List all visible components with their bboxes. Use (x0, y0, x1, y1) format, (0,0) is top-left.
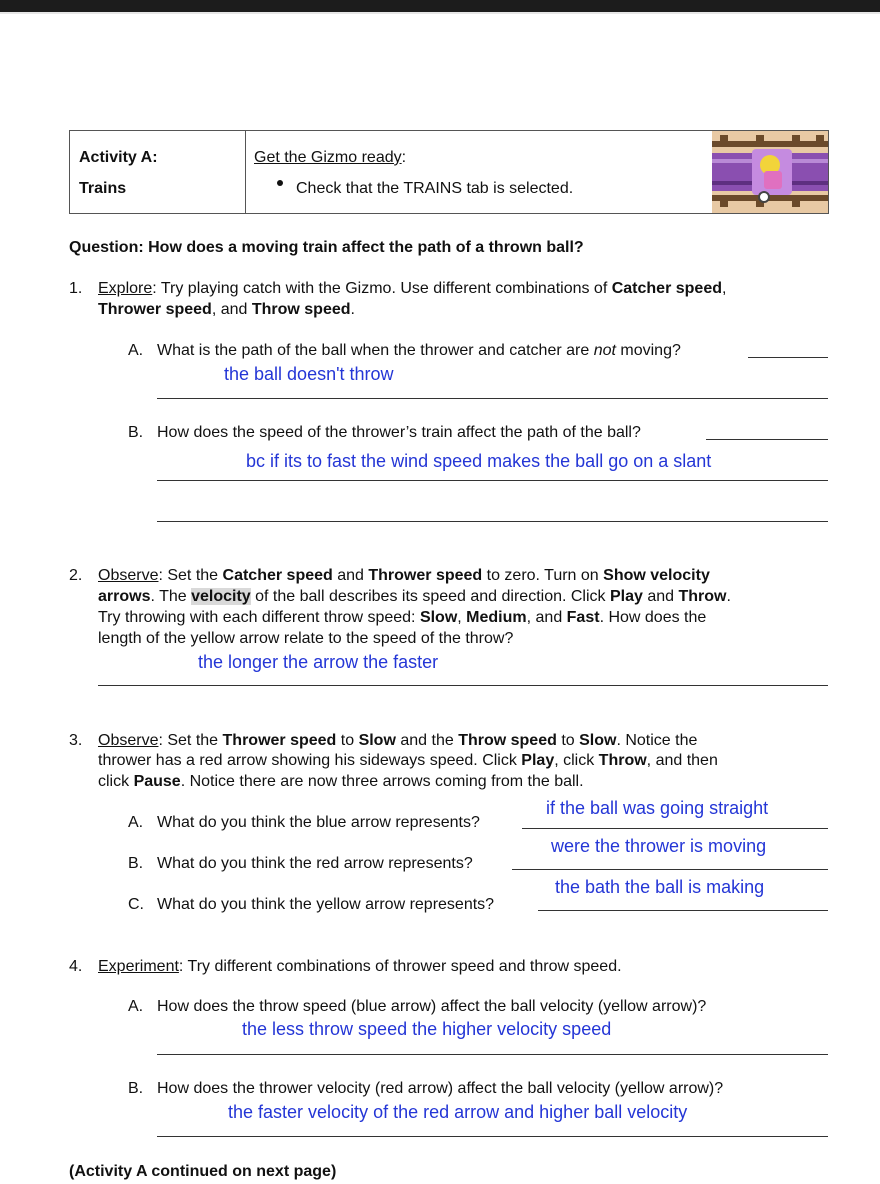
window-top-bar (0, 0, 880, 12)
activity-header-table (69, 130, 829, 214)
q1a-answer[interactable]: the ball doesn't throw (224, 364, 394, 384)
q1b-question: How does the speed of the thrower’s train affect the path of the ball? (157, 424, 641, 441)
q3-line-1: Observe: Set the Thrower speed to Slow and the Throw speed to Slow. Notice the (98, 732, 698, 749)
bullet-icon (277, 180, 283, 186)
activity-instruction-cell (245, 131, 713, 213)
gizmo-train-image (712, 131, 828, 213)
instruction-bullet-text: Check that the TRAINS tab is selected. (296, 180, 574, 197)
q1-number: 1. (69, 280, 83, 297)
main-question: Question: How does a moving train affect the path of a thrown ball? (69, 239, 584, 256)
q1b-answer-line-inline (706, 439, 828, 440)
q1b-answer-line-2 (157, 521, 828, 522)
top-divider (0, 12, 880, 14)
q2-line-4: length of the yellow arrow relate to the speed of the throw? (98, 630, 514, 647)
q4a-letter: A. (128, 998, 144, 1015)
q3-line-3: click Pause. Notice there are now three arrows coming from the ball. (98, 773, 584, 790)
q3c-answer-line (538, 910, 828, 911)
velocity-highlight: velocity (191, 588, 251, 605)
q4-number: 4. (69, 958, 83, 975)
q3c-letter: C. (128, 896, 144, 913)
q3c-question: What do you think the yellow arrow represents? (157, 896, 495, 913)
q1a-question: What is the path of the ball when the thrower and catcher are not moving? (157, 342, 681, 359)
q3a-answer-line (522, 828, 828, 829)
q1b-letter: B. (128, 424, 144, 441)
q1-line-1: Explore: Try playing catch with the Gizmo. Use different combinations of Catcher speed, (98, 280, 727, 297)
q2-answer-line (98, 685, 828, 686)
q3b-answer-line (512, 869, 828, 870)
q3c-answer[interactable]: the bath the ball is making (555, 877, 765, 897)
q2-answer[interactable]: the longer the arrow the faster (198, 652, 439, 672)
q1a-answer-line-inline (748, 357, 828, 358)
q3b-question: What do you think the red arrow represents? (157, 855, 473, 872)
q4a-answer[interactable]: the less throw speed the higher velocity speed (242, 1019, 612, 1039)
continued-note: (Activity A continued on next page) (69, 1163, 337, 1180)
q3b-letter: B. (128, 855, 144, 872)
q2-number: 2. (69, 567, 83, 584)
q2-line-2: arrows. The velocity of the ball describes its speed and direction. Click Play and Throw. (98, 588, 731, 605)
q4a-question: How does the throw speed (blue arrow) affect the ball velocity (yellow arrow)? (157, 998, 707, 1015)
activity-title: Activity A: (79, 149, 158, 166)
q4b-question: How does the thrower velocity (red arrow) affect the ball velocity (yellow arrow)? (157, 1080, 724, 1097)
q3a-question: What do you think the blue arrow represents? (157, 814, 480, 831)
q1-line-2: Thrower speed, and Throw speed. (98, 301, 355, 318)
instruction-heading: Get the Gizmo ready: (254, 149, 407, 166)
q3-line-2: thrower has a red arrow showing his sideways speed. Click Play, click Throw, and then (98, 752, 718, 769)
activity-name: Trains (79, 180, 127, 197)
q4-line-1: Experiment: Try different combinations of thrower speed and throw speed. (98, 958, 622, 975)
q2-line-1: Observe: Set the Catcher speed and Thrower speed to zero. Turn on Show velocity (98, 567, 710, 584)
q4b-letter: B. (128, 1080, 144, 1097)
q3b-answer[interactable]: were the thrower is moving (551, 836, 767, 856)
train-illustration-icon (712, 131, 828, 213)
q1b-answer-line-1 (157, 480, 828, 481)
q1a-answer-line (157, 398, 828, 399)
q3-number: 3. (69, 732, 83, 749)
q4a-answer-line (157, 1054, 828, 1055)
q4b-answer-line (157, 1136, 828, 1137)
q4b-answer[interactable]: the faster velocity of the red arrow and higher ball velocity (228, 1102, 688, 1122)
q2-line-3: Try throwing with each different throw speed: Slow, Medium, and Fast. How does the (98, 609, 707, 626)
q3a-letter: A. (128, 814, 144, 831)
q1b-answer[interactable]: bc if its to fast the wind speed makes the ball go on a slant (246, 451, 712, 471)
activity-title-cell (70, 131, 246, 213)
q1a-letter: A. (128, 342, 144, 359)
q3a-answer[interactable]: if the ball was going straight (546, 798, 769, 818)
